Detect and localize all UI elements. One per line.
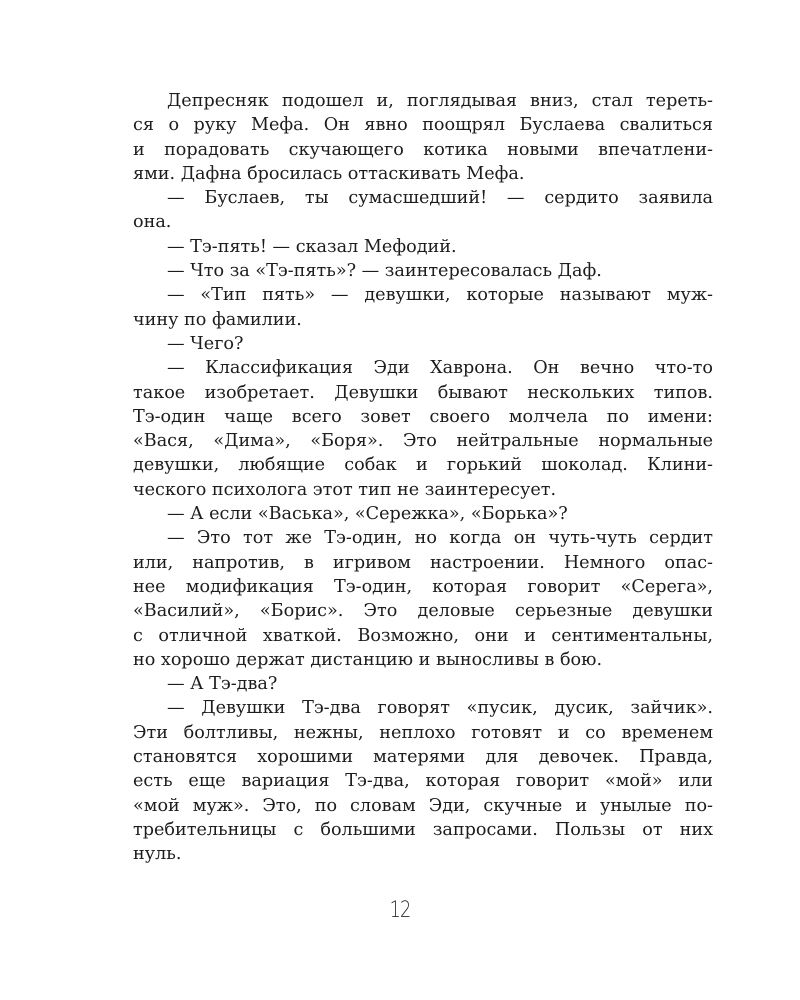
text-line-32: нуль. bbox=[133, 844, 182, 865]
text-line-20: или, напротив, в игривом настроении. Немного опас- bbox=[133, 552, 713, 573]
text-line-4: ями. Дафна бросилась оттаскивать Мефа. bbox=[133, 163, 525, 184]
text-line-21: нее модификация Тэ-один, которая говорит «Серега», bbox=[133, 576, 713, 597]
text-line-25: — А Тэ-два? bbox=[167, 674, 278, 695]
text-line-15: «Вася, «Дима», «Боря». Это нейтральные нормальные bbox=[133, 431, 713, 452]
text-line-7: — Тэ-пять! — сказал Мефодий. bbox=[167, 236, 457, 257]
text-line-30: «мой муж». Это, по словам Эди, скучные и унылые по- bbox=[133, 795, 713, 816]
text-line-9: — «Тип пять» — девушки, которые называют муж- bbox=[167, 285, 713, 306]
page-number: 12 bbox=[389, 898, 411, 923]
text-line-29: есть еще вариация Тэ-два, которая говорит «мой» или bbox=[133, 771, 713, 792]
text-line-13: такое изобретает. Девушки бывают нескольких типов. bbox=[133, 382, 713, 403]
text-line-16: девушки, любящие собак и горький шоколад. Клини- bbox=[133, 455, 713, 476]
text-line-26: — Девушки Тэ-два говорят «пусик, дусик, зайчик». bbox=[167, 698, 713, 719]
text-line-3: и порадовать скучающего котика новыми впечатлени- bbox=[133, 139, 713, 160]
text-line-18: — А если «Васька», «Сережка», «Борька»? bbox=[167, 504, 568, 525]
text-line-1: Депресняк подошел и, поглядывая вниз, стал тереть- bbox=[167, 91, 713, 111]
text-line-19: — Это тот же Тэ-один, но когда он чуть-чуть сердит bbox=[167, 528, 713, 549]
text-line-22: «Василий», «Борис». Это деловые серьезные девушки bbox=[133, 601, 713, 622]
text-line-31: требительницы с большими запросами. Пользы от них bbox=[133, 819, 713, 840]
text-line-8: — Что за «Тэ-пять»? — заинтересовалась Даф. bbox=[167, 261, 602, 282]
text-line-23: с отличной хваткой. Возможно, они и сентиментальны, bbox=[133, 625, 713, 646]
body-text bbox=[133, 89, 713, 867]
text-line-24: но хорошо держат дистанцию и выносливы в бою. bbox=[133, 649, 603, 670]
text-line-14: Тэ-один чаще всего зовет своего молчела по имени: bbox=[133, 406, 713, 427]
text-line-17: ческого психолога этот тип не заинтересует. bbox=[133, 479, 557, 500]
text-line-2: ся о руку Мефа. Он явно поощрял Буслаева свалиться bbox=[133, 115, 713, 136]
text-line-5: — Буслаев, ты сумасшедший! — сердито заявила bbox=[167, 188, 713, 209]
text-line-12: — Классификация Эди Хаврона. Он вечно что-то bbox=[167, 358, 713, 379]
text-line-6: она. bbox=[133, 212, 172, 233]
text-line-10: чину по фамилии. bbox=[133, 309, 302, 330]
text-line-28: становятся хорошими матерями для девочек. Правда, bbox=[133, 747, 713, 768]
text-line-27: Эти болтливы, нежны, неплохо готовят и со временем bbox=[133, 722, 713, 743]
text-line-11: — Чего? bbox=[167, 333, 244, 354]
